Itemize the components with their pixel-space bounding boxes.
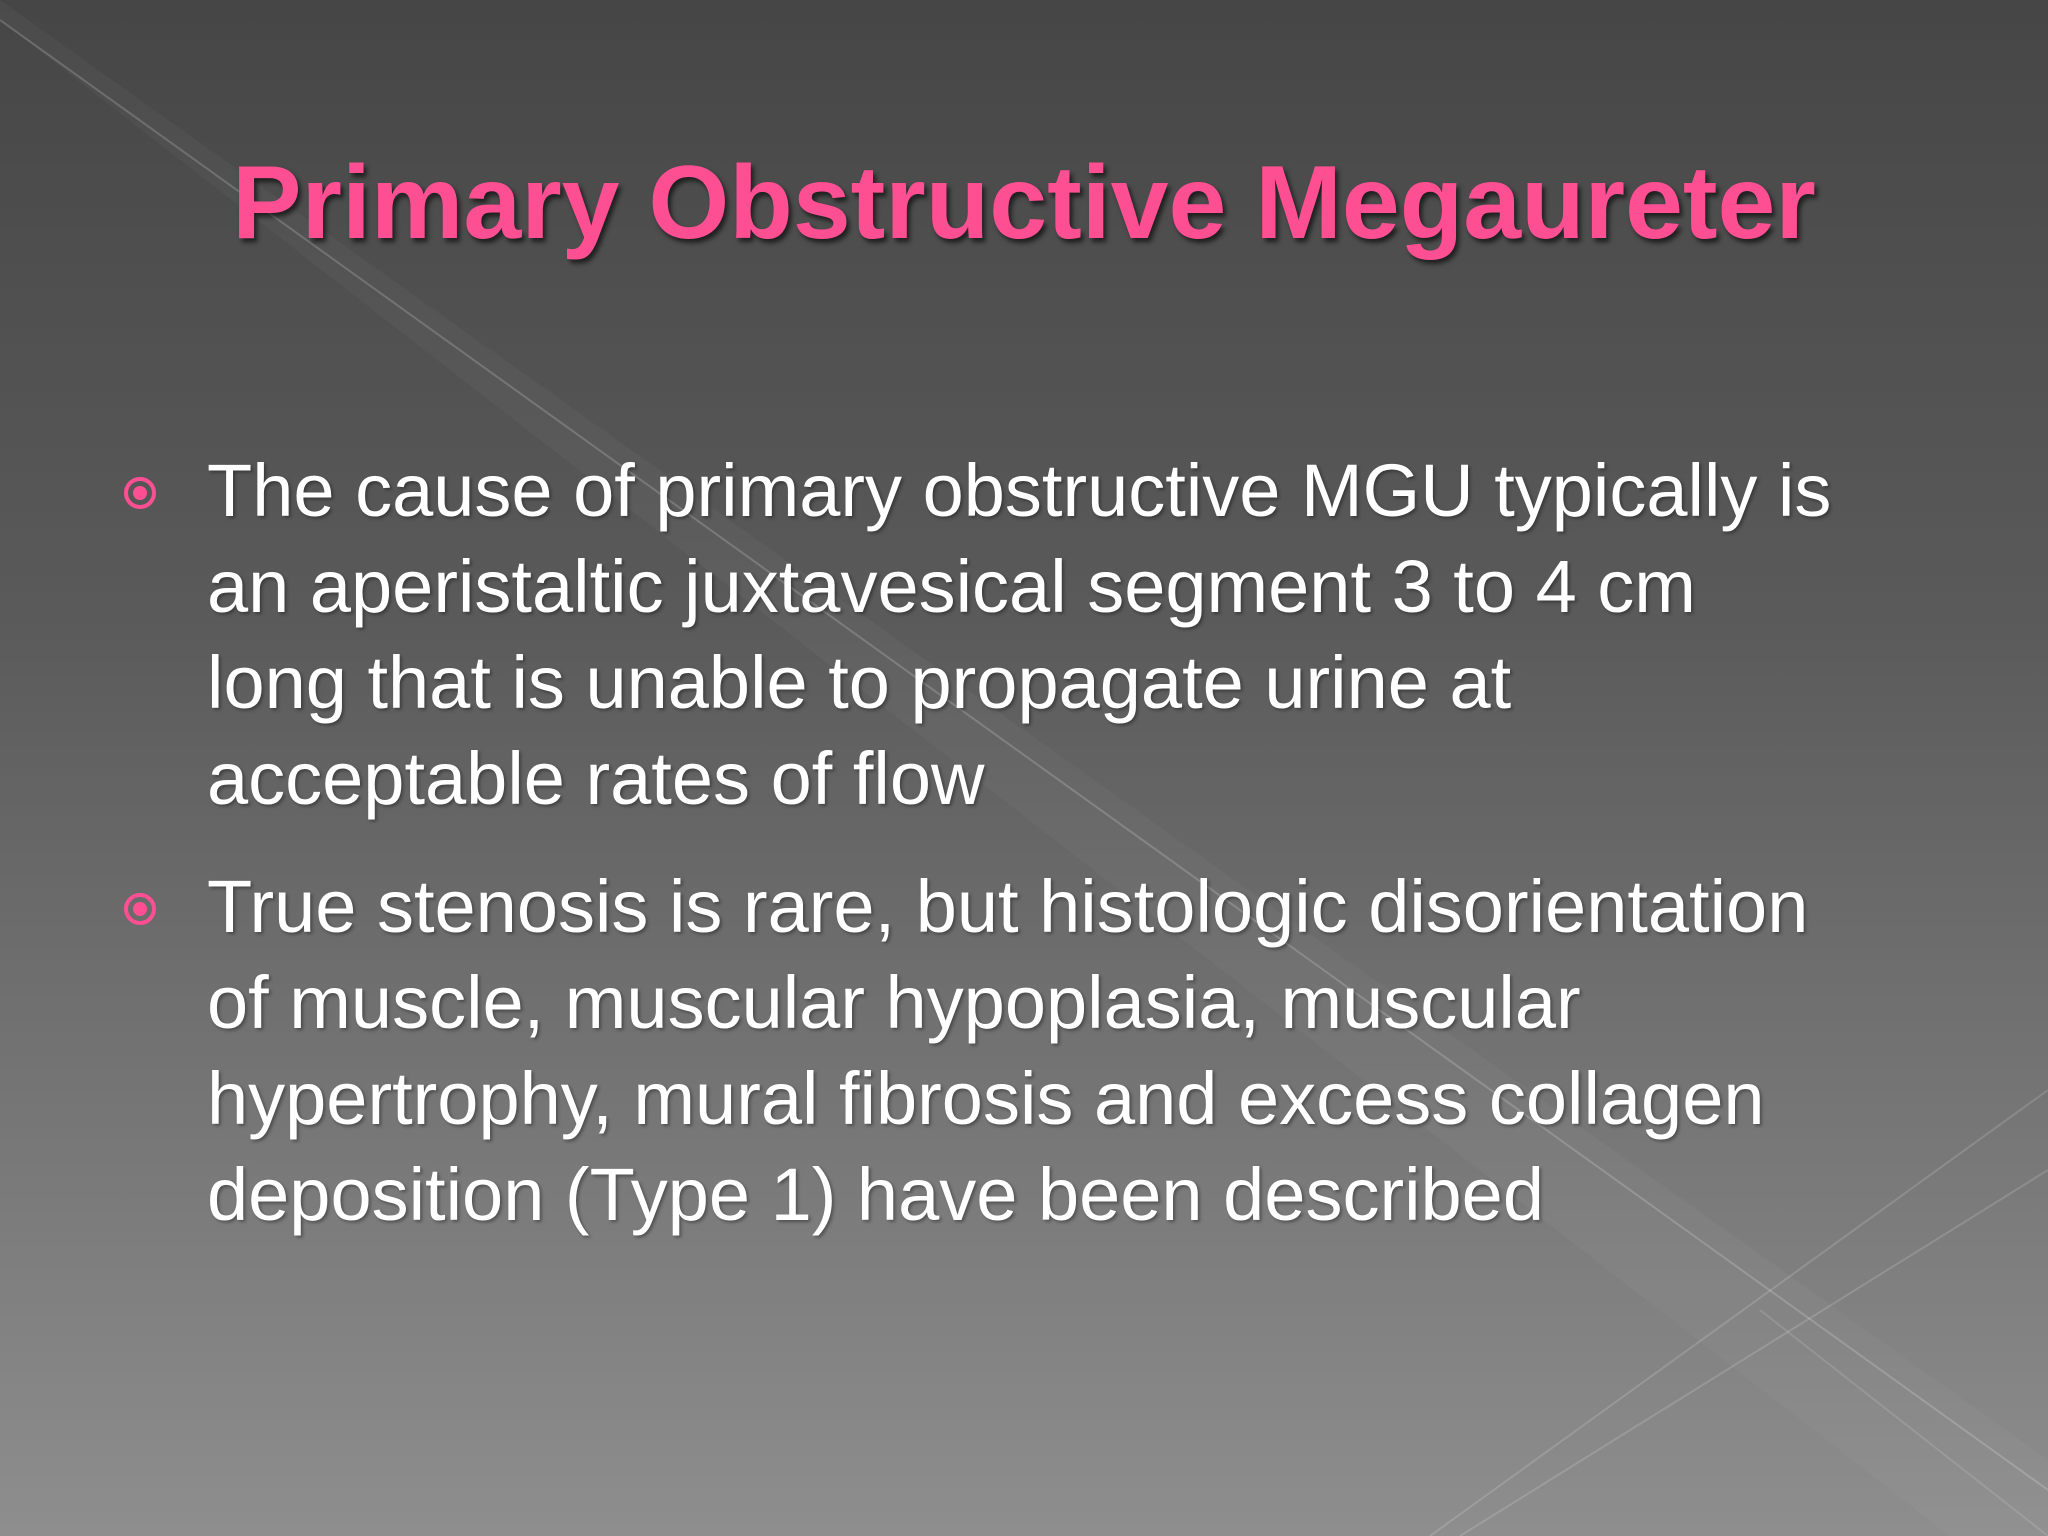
bullet-text bbox=[207, 443, 2007, 827]
slide-title: Primary Obstructive Megaureter bbox=[232, 145, 1816, 261]
bullet-item bbox=[0, 859, 2048, 1243]
bullet-text-line: hypertrophy, mural fibrosis and excess collagen bbox=[207, 1057, 1765, 1140]
bullet-text bbox=[207, 859, 2007, 1243]
bullet-text-line: of muscle, muscular hypoplasia, muscular bbox=[207, 961, 1581, 1044]
pink-circle-dot-icon bbox=[123, 892, 157, 926]
bullet-text-line: acceptable rates of flow bbox=[207, 737, 985, 820]
bullet-text-line: an aperistaltic juxtavesical segment 3 to 4 cm bbox=[207, 545, 1696, 628]
bullet-text-line: The cause of primary obstructive MGU typically is bbox=[207, 449, 1832, 532]
bullet-list bbox=[0, 443, 2048, 1275]
bullet-text-line: long that is unable to propagate urine at bbox=[207, 641, 1512, 724]
bullet-item bbox=[0, 443, 2048, 827]
bullet-text-line: True stenosis is rare, but histologic disorientation bbox=[207, 865, 1809, 948]
bullet-text-line: deposition (Type 1) have been described bbox=[207, 1153, 1544, 1236]
pink-circle-dot-icon bbox=[123, 476, 157, 510]
